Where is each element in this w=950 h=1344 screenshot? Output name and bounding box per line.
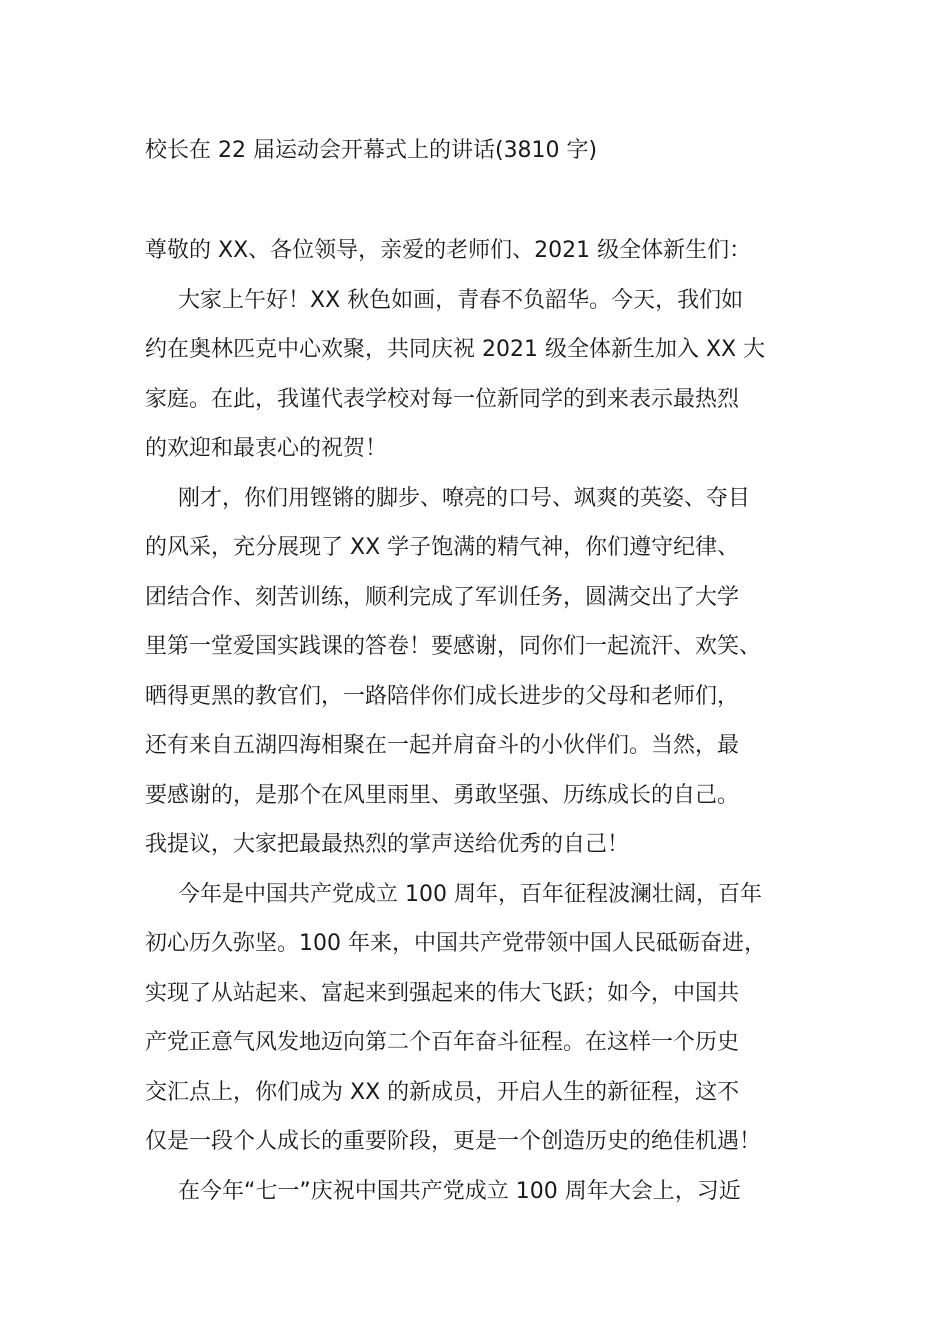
text-line: 大家上午好！XX 秋色如画，青春不负韶华。今天，我们如 [178,287,744,313]
text-line: 的欢迎和最衷心的祝贺！ [145,436,388,461]
text-line: 约在奥林匹克中心欢聚，共同庆祝 2021 级全体新生加入 XX 大 [145,337,766,362]
document-title: 校长在 22 届运动会开幕式上的讲话(3810 字) [145,138,598,163]
text-line: 的风采，充分展现了 XX 学子饱满的精气神，你们遵守纪律、 [145,535,740,560]
text-line: 产党正意气风发地迈向第二个百年奋斗征程。在这样一个历史 [145,1030,740,1055]
text-line: 我提议，大家把最最热烈的掌声送给优秀的自己！ [145,832,630,857]
text-line: 初心历久弥坚。100 年来，中国共产党带领中国人民砥砺奋进， [145,931,766,956]
text-line: 还有来自五湖四海相聚在一起并肩奋斗的小伙伴们。当然，最 [145,733,740,758]
text-line: 刚才，你们用铿锵的脚步、嘹亮的口号、飒爽的英姿、夺目 [178,485,751,511]
text-line: 团结合作、刻苦训练，顺利完成了军训任务，圆满交出了大学 [145,584,740,610]
text-line: 家庭。在此，我谨代表学校对每一位新同学的到来表示最热烈 [145,386,740,412]
text-line: 要感谢的，是那个在风里雨里、勇敢坚强、历练成长的自己。 [145,782,740,808]
text-line: 在今年“七一”庆祝中国共产党成立 100 周年大会上，习近 [178,1178,741,1204]
text-line: 交汇点上，你们成为 XX 的新成员，开启人生的新征程，这不 [145,1079,740,1105]
text-line: 晒得更黑的教官们，一路陪伴你们成长进步的父母和老师们， [145,683,740,709]
text-line: 仅是一段个人成长的重要阶段，更是一个创造历史的绝佳机遇！ [145,1129,762,1154]
document-body [145,232,820,1222]
text-line: 实现了从站起来、富起来到强起来的伟大飞跃；如今，中国共 [145,980,740,1006]
text-line: 里第一堂爱国实践课的答卷！要感谢，同你们一起流汗、欢笑、 [145,634,762,659]
salutation-line: 尊敬的 XX、各位领导，亲爱的老师们、2021 级全体新生们： [145,238,752,263]
text-line: 今年是中国共产党成立 100 周年，百年征程波澜壮阔，百年 [178,881,762,907]
